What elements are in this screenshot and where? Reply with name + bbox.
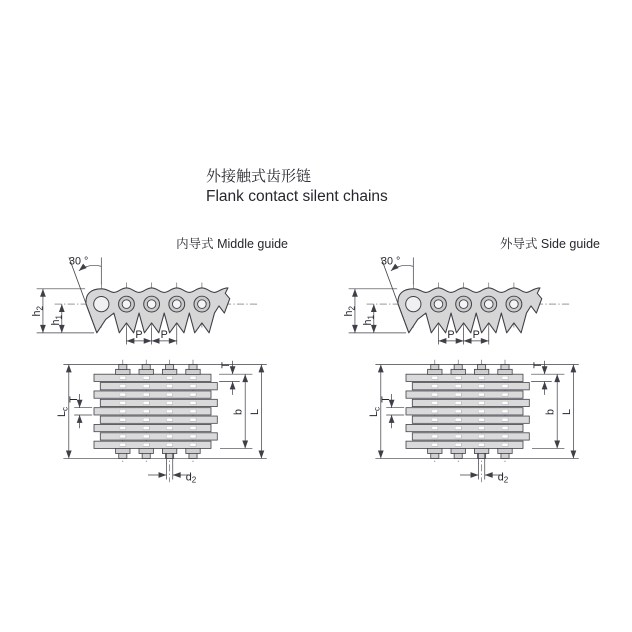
caption-middle-guide: 内导式 Middle guide: [176, 237, 288, 251]
pin: [506, 296, 522, 312]
diagram-side-guide: [334, 234, 604, 484]
caption-side-guide: 外导式 Side guide: [499, 237, 600, 251]
chain-profile-drawing: [86, 288, 230, 333]
label-p1: P: [447, 329, 455, 342]
dim-h1: [50, 304, 63, 333]
pin: [431, 296, 447, 312]
plate-stack: [406, 374, 529, 448]
label-t-side: T: [379, 396, 392, 403]
label-angle: 30 °: [380, 255, 401, 268]
dim-h2: [31, 289, 94, 333]
title-en: Flank contact silent chains: [206, 187, 388, 205]
dim-t-top: [531, 361, 564, 395]
dim-l: [561, 364, 574, 458]
label-b: b: [232, 409, 245, 415]
diagram-middle-guide: [22, 234, 292, 484]
dim-t-side: [68, 394, 92, 428]
plan-view-side-guide: [334, 349, 604, 484]
profile-view-middle-guide: [22, 252, 292, 349]
label-p1: P: [135, 329, 143, 342]
label-h2: $h_2$: [31, 306, 45, 317]
diagrams-row: [22, 234, 604, 484]
label-h1: $h_1$: [362, 315, 376, 326]
pin: [94, 296, 109, 311]
pin: [194, 296, 210, 312]
label-angle: 30 °: [68, 255, 89, 268]
pin: [119, 296, 135, 312]
chain-profile-drawing: [398, 288, 542, 333]
label-d2: $d_2$: [185, 471, 197, 484]
dim-t-side: [380, 394, 404, 428]
label-t-top: T: [220, 361, 232, 369]
pin: [144, 296, 160, 312]
label-t-side: T: [67, 396, 80, 403]
dim-b: [532, 374, 564, 448]
pin: [481, 296, 497, 312]
dim-lc: [368, 364, 381, 458]
dim-t-top: [219, 361, 252, 395]
dim-b: [220, 374, 252, 448]
plate-stack: [94, 374, 217, 448]
label-p2: P: [472, 329, 480, 342]
pin: [456, 296, 472, 312]
dim-h2: [343, 289, 406, 333]
page-title: [206, 168, 388, 206]
plan-view-middle-guide: [22, 349, 292, 484]
title-zh: 外接触式齿形链: [206, 168, 312, 185]
pin: [169, 296, 185, 312]
label-l: L: [560, 409, 573, 415]
dim-lc: [56, 364, 69, 458]
label-t-top: T: [532, 361, 544, 369]
label-l: L: [248, 409, 261, 415]
dim-l: [249, 364, 262, 458]
label-d2: $d_2$: [497, 471, 509, 484]
label-h1: $h_1$: [50, 315, 64, 326]
profile-view-side-guide: [334, 252, 604, 349]
label-b: b: [544, 409, 557, 415]
label-lc: $L_c$: [368, 406, 382, 418]
label-h2: $h_2$: [343, 306, 357, 317]
dim-h1: [362, 304, 375, 333]
pin: [406, 296, 421, 311]
label-p2: P: [160, 329, 168, 342]
label-lc: $L_c$: [56, 406, 70, 418]
